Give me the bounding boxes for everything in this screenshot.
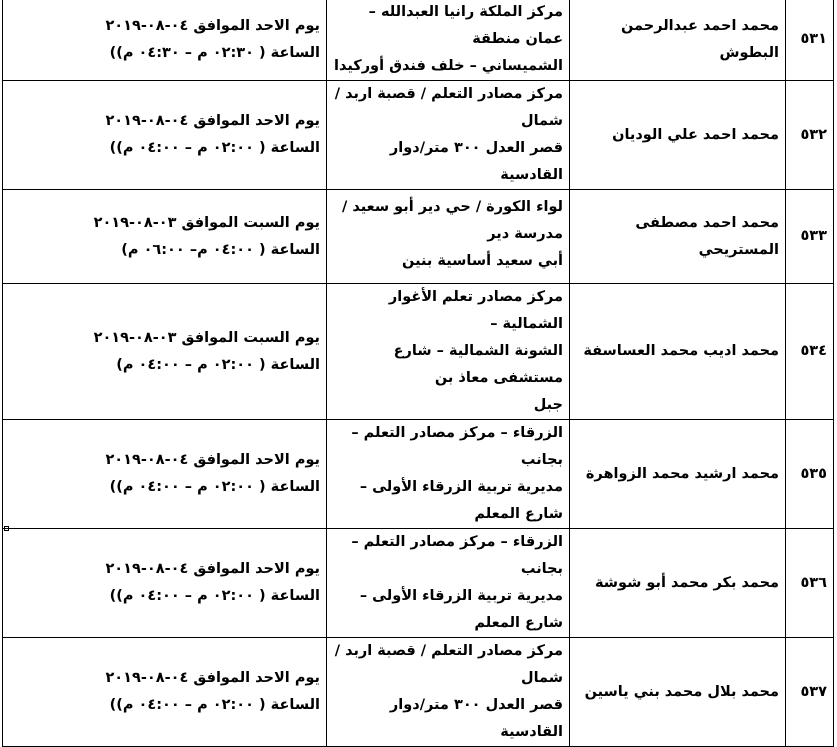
location-line: مركز مصادر التعلم / قصبة اربد / شمال: [334, 643, 563, 686]
schedule-time: الساعة ( ٠٢:٠٠ م – ٠٤:٠٠ م)): [109, 697, 320, 713]
exam-location: [327, 529, 570, 638]
location-line: مركز الملكة رانيا العبدالله – عمان منطقة: [368, 4, 563, 47]
schedule-time: الساعة ( ٠٢:٠٠ م – ٠٤:٠٠ م): [116, 356, 320, 373]
location-line: أبي سعيد أساسية بنين: [402, 253, 563, 269]
location-line: الشميساني – خلف فندق أوركيدا: [334, 58, 563, 74]
schedule-time: الساعة ( ٠٢:٠٠ م – ٠٤:٠٠ م)): [109, 588, 320, 604]
location-line: مركز مصادر التعلم / قصبة اربد / شمال: [334, 86, 563, 129]
exam-schedule: [3, 284, 327, 420]
table-row: [3, 638, 834, 747]
table-row: [3, 81, 834, 190]
row-number: ٥٣٣: [786, 190, 834, 284]
schedule-date: يوم الاحد الموافق ٠٤-٠٨-٢٠١٩: [105, 670, 320, 686]
exam-location: [327, 638, 570, 747]
exam-schedule-table: [2, 0, 834, 747]
location-line: قصر العدل ٣٠٠ متر/دوار القادسية: [389, 697, 563, 740]
student-name: محمد ارشيد محمد الزواهرة: [570, 420, 786, 529]
table-row: [3, 529, 834, 638]
schedule-date: يوم السبت الموافق ٠٣-٠٨-٢٠١٩: [93, 214, 320, 231]
location-line: الزرقاء – مركز مصادر التعلم – بجانب: [351, 534, 563, 577]
table-row: [3, 190, 834, 284]
student-name: محمد بلال محمد بني ياسين: [570, 638, 786, 747]
location-line: قصر العدل ٣٠٠ متر/دوار القادسية: [389, 140, 563, 183]
exam-schedule: [3, 638, 327, 747]
exam-schedule: [3, 81, 327, 190]
schedule-time: الساعة ( ٠٢:٣٠ م – ٠٤:٣٠ م)): [109, 44, 320, 61]
location-line: مديرية تربية الزرقاء الأولى – شارع المعلم: [359, 479, 563, 522]
location-line: الزرقاء – مركز مصادر التعلم – بجانب: [351, 425, 563, 468]
schedule-date: يوم الاحد الموافق ٠٤-٠٨-٢٠١٩: [105, 452, 320, 468]
student-name: محمد احمد علي الوديان: [570, 81, 786, 190]
schedule-date: يوم الاحد الموافق ٠٤-٠٨-٢٠١٩: [105, 17, 320, 34]
schedule-date: يوم الاحد الموافق ٠٤-٠٨-٢٠١٩: [105, 113, 320, 129]
student-name: محمد بكر محمد أبو شوشة: [570, 529, 786, 638]
student-name: محمد اديب محمد العساسفة: [570, 284, 786, 420]
exam-location: [327, 81, 570, 190]
student-name: محمد احمد عبدالرحمن البطوش: [570, 0, 786, 81]
row-number: ٥٣٢: [786, 81, 834, 190]
exam-schedule: [3, 190, 327, 284]
row-number: ٥٣٥: [786, 420, 834, 529]
location-line: مركز مصادر تعلم الأغوار الشمالية –: [388, 289, 563, 332]
location-line: جبل: [533, 397, 563, 413]
row-number: ٥٣٧: [786, 638, 834, 747]
schedule-date: يوم الاحد الموافق ٠٤-٠٨-٢٠١٩: [105, 561, 320, 577]
exam-location: [327, 190, 570, 284]
schedule-time: الساعة ( ٠٢:٠٠ م – ٠٤:٠٠ م)): [109, 140, 320, 156]
exam-location: [327, 420, 570, 529]
schedule-date: يوم السبت الموافق ٠٣-٠٨-٢٠١٩: [93, 329, 320, 346]
exam-schedule: [3, 0, 327, 81]
row-number: ٥٣٤: [786, 284, 834, 420]
exam-schedule: [3, 529, 327, 638]
table-row: [3, 0, 834, 81]
location-line: لواء الكورة / حي دير أبو سعيد /مدرسة دير: [342, 199, 563, 242]
row-number: ٥٣٦: [786, 529, 834, 638]
exam-location: [327, 0, 570, 81]
location-line: الشونة الشمالية – شارع مستشفى معاذ بن: [393, 343, 563, 386]
table-row: [3, 284, 834, 420]
schedule-time: الساعة ( ٠٢:٠٠ م – ٠٤:٠٠ م)): [109, 479, 320, 495]
paragraph-mark: [4, 526, 9, 531]
location-line: مديرية تربية الزرقاء الأولى – شارع المعلم: [359, 588, 563, 631]
row-number: ٥٣١: [786, 0, 834, 81]
schedule-time: الساعة ( ٠٤:٠٠ م– ٠٦:٠٠ م): [121, 241, 320, 258]
exam-location: [327, 284, 570, 420]
table-row: [3, 420, 834, 529]
student-name: محمد احمد مصطفى المستريحي: [570, 190, 786, 284]
exam-schedule: [3, 420, 327, 529]
